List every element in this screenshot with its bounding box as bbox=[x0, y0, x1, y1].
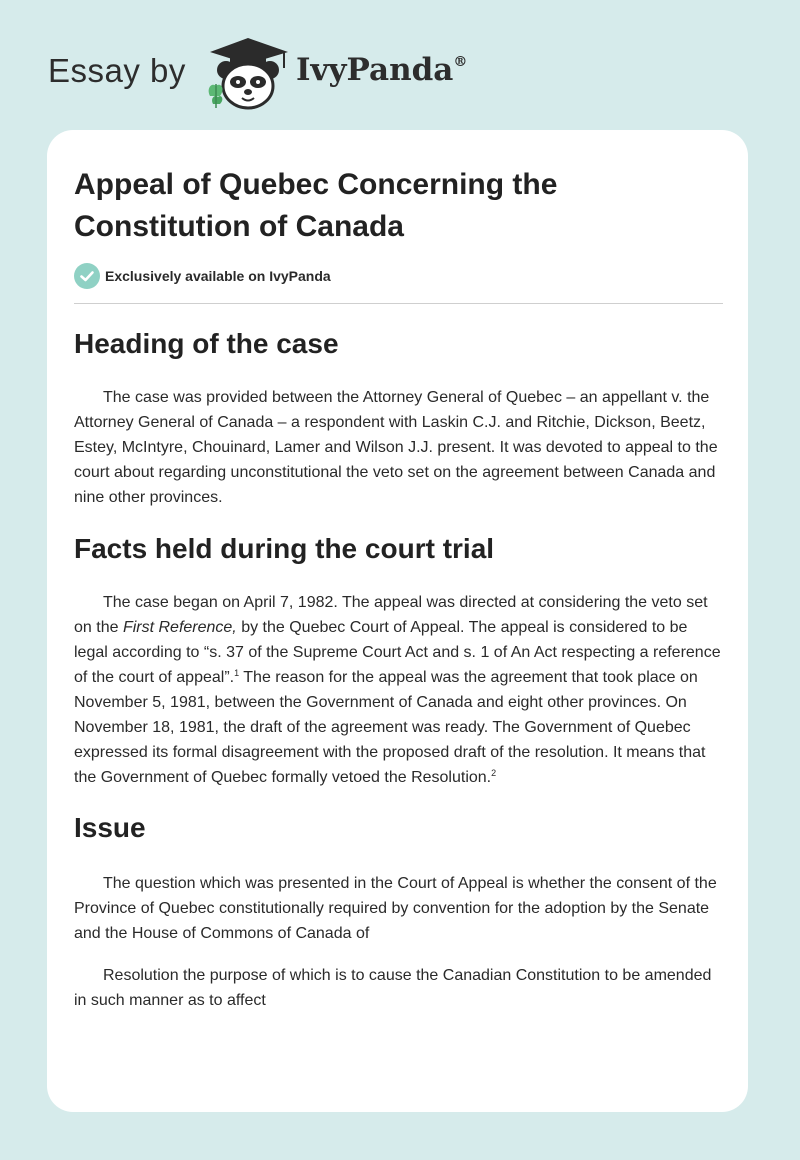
exclusive-badge bbox=[74, 263, 331, 289]
section-heading-facts: Facts held during the court trial bbox=[74, 533, 495, 564]
section-paragraph-case: The case was provided between the Attorney General of Quebec – an appellant v. the Attorney General of Canada – a respondent with Laskin C.J. and Ritchie, Dickson, Beetz, Estey, McIntyre, Chouinard, Lamer and Wilson J.J. present. It was devoted to appeal to the court about regarding unconstitutional the veto set on the agreement between Canada and nine other provinces. bbox=[74, 389, 718, 506]
section-heading-issue: Issue bbox=[74, 812, 146, 843]
exclusive-badge-label: Exclusively available on IvyPanda bbox=[105, 268, 331, 284]
section-paragraph-facts: The case began on April 7, 1982. The appeal was directed at considering the veto set on the First Reference, by the Quebec Court of Appeal. The appeal is considered to be legal according to “s. 37 of the Supreme Court Act and s. 1 of An Act respecting a reference of the court of appeal”.$^1$ The reason for the appeal was the agreement that took place on November 5, 1981, between the Government of Canada and eight other provinces. On November 18, 1981, the draft of the agreement was ready. The Government of Quebec expressed its formal disagreement with the proposed draft of the resolution. It means that the Government of Quebec formally vetoed the Resolution.$^2$ bbox=[74, 594, 721, 786]
essay-card bbox=[47, 130, 748, 1112]
site-header bbox=[0, 0, 800, 130]
essay-body bbox=[74, 320, 724, 1013]
registered-mark: ® bbox=[453, 54, 468, 70]
check-circle-icon bbox=[74, 263, 100, 289]
brand-name[interactable]: IvyPanda® bbox=[296, 52, 468, 88]
italic-case-name: First Reference, bbox=[122, 619, 237, 636]
footnote-ref-1[interactable]: 1 bbox=[234, 668, 240, 678]
brand-prefix: Essay by bbox=[48, 52, 186, 89]
panda-graduate-logo-icon[interactable] bbox=[200, 34, 292, 112]
section-heading-case: Heading of the case bbox=[74, 328, 339, 359]
title-divider bbox=[74, 303, 723, 304]
page-title: Appeal of Quebec Concerning the Constitution of Canada bbox=[74, 168, 558, 243]
section-paragraph-issue-quote: Resolution the purpose of which is to cause the Canadian Constitution to be amended in such manner as to affect bbox=[74, 967, 712, 1009]
footnote-ref-2[interactable]: 2 bbox=[491, 768, 497, 778]
section-paragraph-issue: The question which was presented in the Court of Appeal is whether the consent of the Province of Quebec constitutionally required by convention for the adoption by the Senate and the House of Commons of Canada of bbox=[74, 875, 717, 942]
